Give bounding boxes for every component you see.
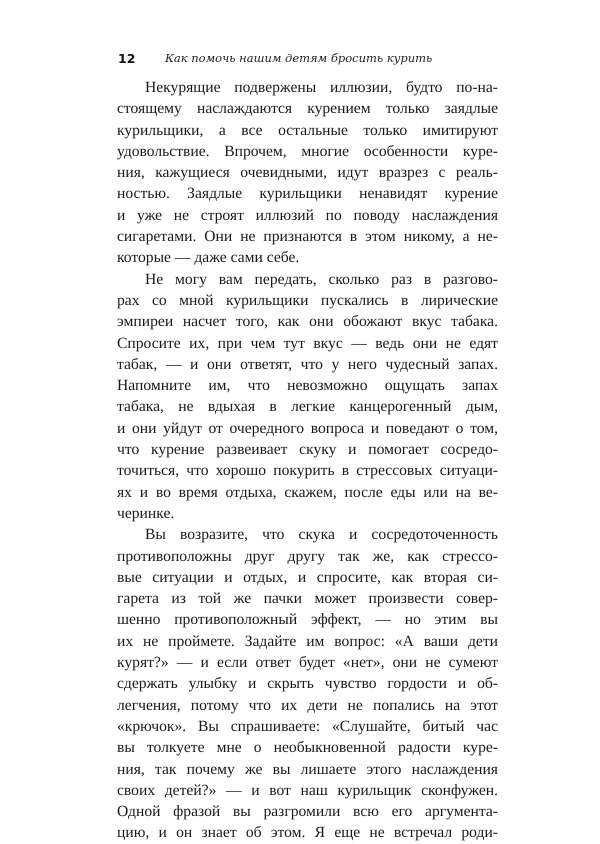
text-line: Напомните им, что невозможно ощущать запах [117, 377, 498, 395]
text-line: своих детей?» — и вот наш курильщик сконфужен. [117, 781, 498, 799]
text-line: сдержать улыбку и скрыть чувство гордости и об- [117, 675, 498, 693]
text-line: Одной фразой вы разгромили всю его аргумента- [117, 803, 498, 821]
text-line: противоположны друг другу так же, как стрессо- [117, 547, 498, 565]
text-line: ния, кажущиеся очевидными, идут вразрез с реаль- [117, 164, 498, 182]
text-line: ностью. Заядлые курильщики ненавидят курение [117, 185, 498, 203]
text-line: рах со мной курильщики пускались в лирические [117, 291, 498, 309]
text-line: табака, не вдыхая в легкие канцерогенный дым, [117, 398, 498, 416]
text-line: Вы возразите, что скука и сосредоточенность [145, 526, 498, 544]
text-line: сигаретами. Они не признаются в этом никому, а не- [117, 228, 498, 246]
text-line: что курение развеивает скуку и помогает сосредо- [117, 441, 498, 459]
text-line: цию, и он знает об этом. Я еще не встречал роди- [117, 824, 498, 842]
text-line: шенно противоположный эффект, — но этим вы [117, 611, 498, 629]
text-line: Спросите их, при чем тут вкус — ведь они не едят [117, 334, 498, 352]
text-line: эмпиреи насчет того, как они обожают вкус табака. [117, 313, 498, 331]
text-line: курильщики, а все остальные только имитируют [117, 121, 498, 139]
page-number: 12 [118, 51, 136, 66]
text-line: и они уйдут от очередного вопроса и поведают о том, [117, 419, 498, 437]
text-line: и уже не строят иллюзий по поводу наслаждения [117, 206, 498, 224]
text-line: Не могу вам передать, сколько раз в разгово- [145, 270, 498, 288]
text-line: курят?» — и если ответ будет «нет», они не сумеют [117, 654, 498, 672]
text-line: легчения, потому что их дети не попались на этот [117, 696, 498, 714]
text-line: табак, — и они ответят, что у него чудесный запах. [117, 355, 498, 373]
text-line: удовольствие. Впрочем, многие особенности курe- [117, 142, 498, 160]
running-title: Как помочь нашим детям бросить курить [165, 51, 433, 65]
text-line: вые ситуации и отдых, и спросите, как вторая си- [117, 568, 498, 586]
text-line: Некурящие подвержены иллюзии, будто по-на- [145, 79, 498, 96]
text-line: точиться, что хорошо покурить в стрессовых ситуаци- [117, 462, 498, 480]
text-line: «крючок». Вы спрашиваете: «Слушайте, битый час [117, 717, 498, 735]
paragraph [117, 269, 498, 525]
text-line: ния, так почему же вы лишаете этого наслаждения [117, 760, 498, 778]
body-text [117, 77, 498, 844]
text-line: которые — даже сами себе. [117, 249, 300, 267]
text-line: вы толкуете мне о необыкновенной радости куре- [117, 739, 498, 757]
text-line: черинке. [117, 504, 175, 522]
paragraph [117, 524, 498, 843]
text-line: их не проймете. Задайте им вопрос: «А ваши дети [117, 632, 498, 650]
running-head [118, 50, 498, 70]
text-line: стоящему наслаждаются курением только заядлые [117, 100, 498, 118]
text-line: ях и во время отдыха, скажем, после еды или на ве- [117, 483, 498, 501]
paragraph [117, 77, 498, 269]
text-line: гарета из той же пачки может произвести совер- [117, 590, 498, 608]
